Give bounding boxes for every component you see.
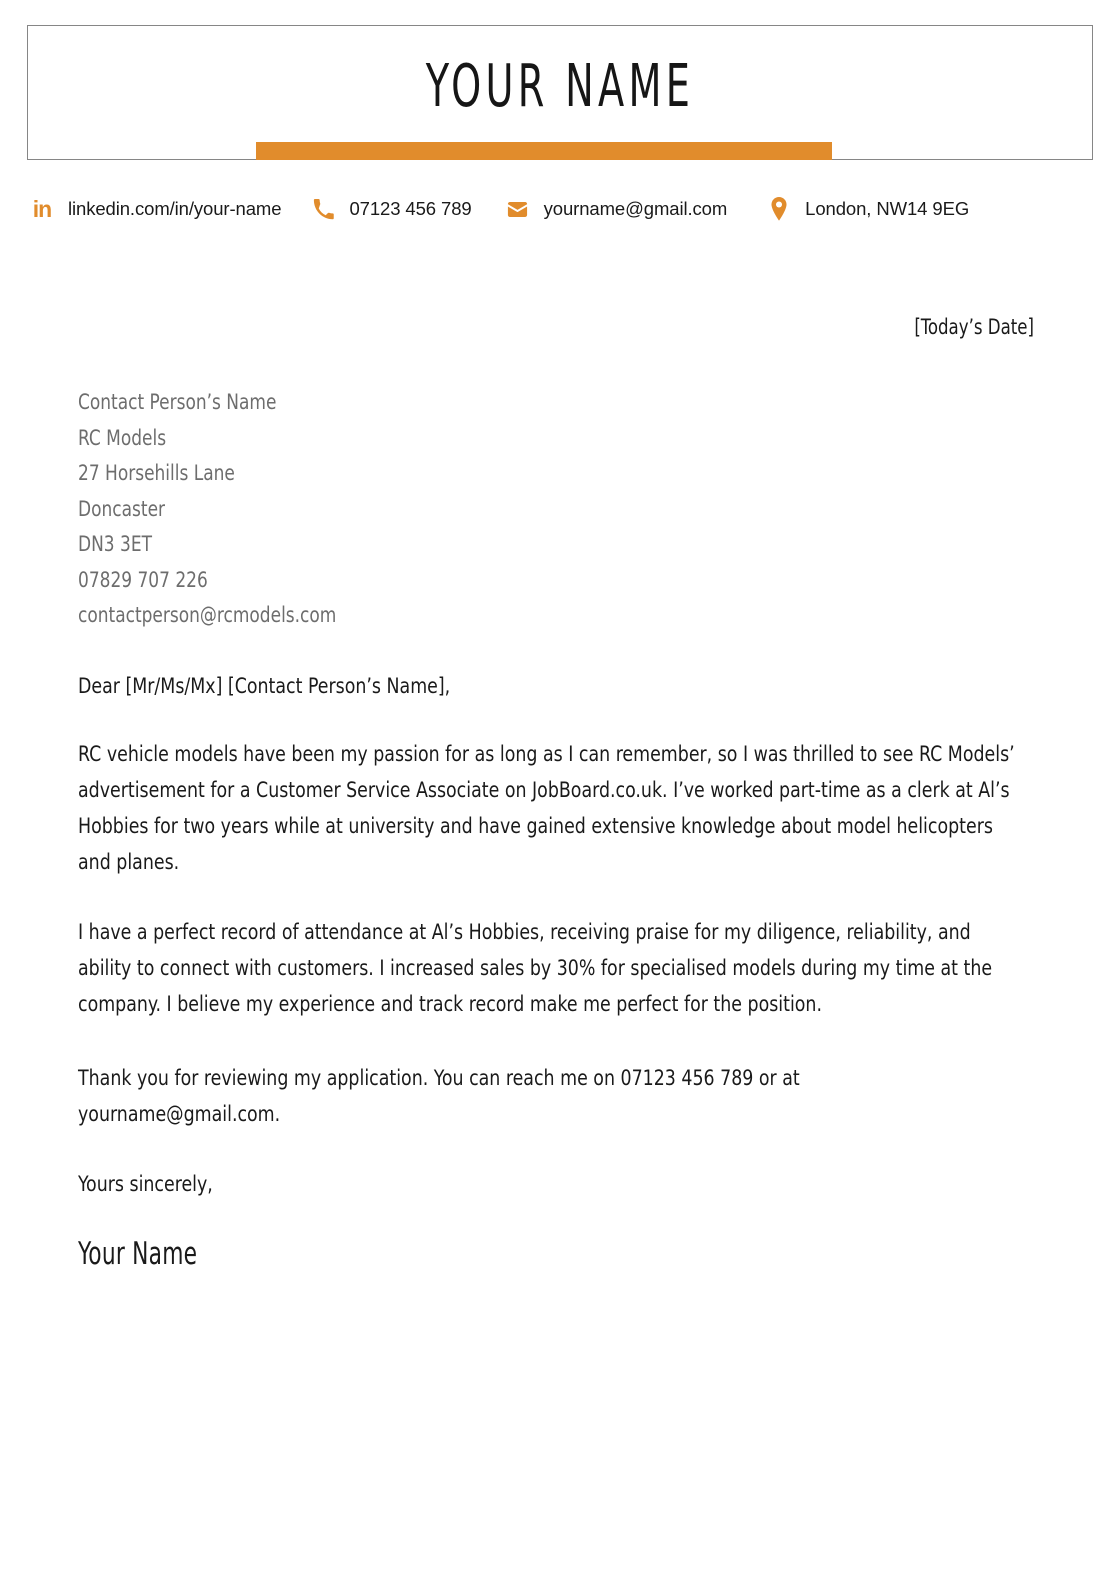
salutation: Dear [Mr/Ms/Mx] [Contact Person’s Name], xyxy=(78,673,451,699)
email-address-text: yourname@gmail.com xyxy=(543,198,728,219)
contact-item-linkedin[interactable] xyxy=(30,197,281,221)
recipient-line: 07829 707 226 xyxy=(78,567,208,592)
location-text: London, NW14 9EG xyxy=(805,198,970,219)
linkedin-icon-glyph: in xyxy=(32,195,52,222)
body-paragraph-3: Thank you for reviewing my application. You can reach me on 07123 456 789 or at yourname@gmail.com. xyxy=(78,1065,800,1127)
recipient-address-block xyxy=(78,385,1028,634)
recipient-line: 27 Horsehills Lane xyxy=(78,461,235,485)
body-paragraph-1: RC vehicle models have been my passion for as long as I can remember, so I was thrilled to see RC Models’ advertisement for a Customer Service Associate on JobBoard.co.uk. I’ve worked part-time as a clerk at Al’s Hobbies for two years while at university and have gained extensive knowledge about model helicopters and planes. xyxy=(78,741,1015,875)
signature-name: Your Name xyxy=(78,1235,198,1272)
header-box xyxy=(27,25,1093,160)
contact-item-email[interactable] xyxy=(506,197,728,221)
recipient-line: DN3 3ET xyxy=(78,532,152,556)
contact-item-location[interactable] xyxy=(767,197,969,221)
linkedin-url-text: linkedin.com/in/your-name xyxy=(68,198,282,219)
phone-number-text: 07123 456 789 xyxy=(349,198,472,219)
recipient-line: contactperson@rcmodels.com xyxy=(78,603,337,627)
location-icon xyxy=(767,197,791,221)
letter-date: [Today’s Date] xyxy=(914,315,1034,339)
linkedin-icon xyxy=(30,197,54,221)
closing-line: Yours sincerely, xyxy=(78,1171,213,1197)
recipient-line: Contact Person’s Name xyxy=(78,390,277,414)
recipient-line: Doncaster xyxy=(78,496,166,521)
letter-body xyxy=(78,385,1028,1272)
page-title: YOUR NAME xyxy=(425,51,695,120)
accent-bar xyxy=(256,142,832,160)
phone-icon xyxy=(311,197,335,221)
recipient-line: RC Models xyxy=(78,425,167,450)
contact-bar xyxy=(30,192,1090,226)
contact-item-phone[interactable] xyxy=(311,197,471,221)
body-paragraph-2: I have a perfect record of attendance at Al’s Hobbies, receiving praise for my diligence, reliability, and ability to connect with customers. I increased sales by 30% for specialised models during my time at the company. I believe my experience and track record make me perfect for the position. xyxy=(78,919,993,1017)
email-icon xyxy=(506,197,530,221)
